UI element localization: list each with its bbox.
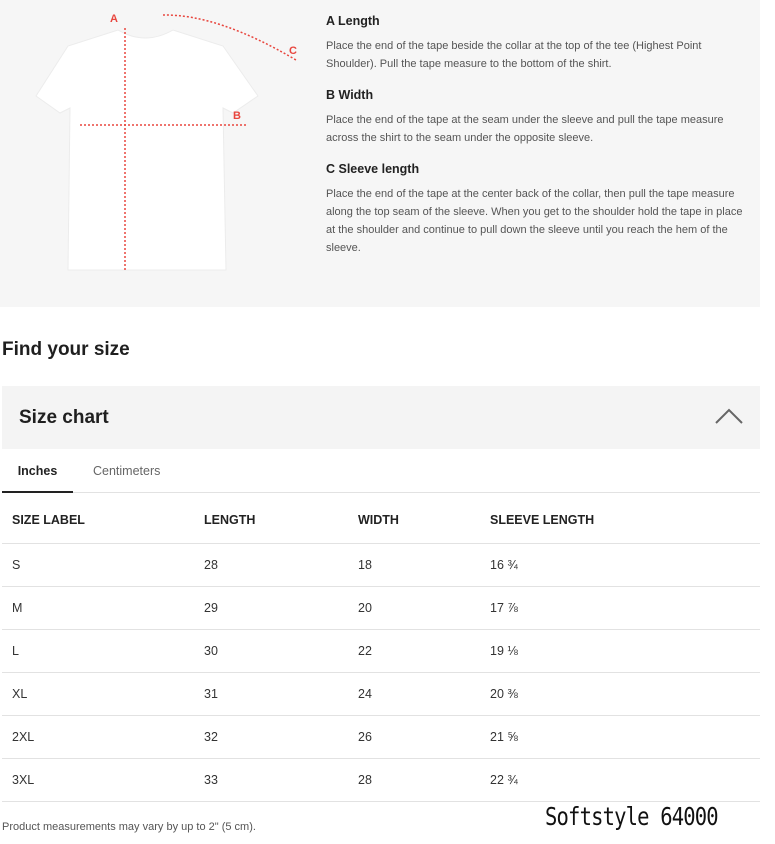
cell-size: M [2, 586, 204, 629]
column-header-width: WIDTH [358, 498, 490, 543]
cell-sleeve-length: 17 ⅞ [490, 586, 760, 629]
cell-length: 30 [204, 629, 358, 672]
instruction-title: A Length [326, 14, 380, 28]
column-header-size-label: SIZE LABEL [2, 498, 204, 543]
find-your-size-heading: Find your size [2, 339, 130, 360]
cell-size: 2XL [2, 715, 204, 758]
table-row [2, 758, 760, 801]
instruction-title: C Sleeve length [326, 162, 420, 176]
instruction-length [326, 14, 746, 73]
unit-tabs [2, 452, 760, 493]
instruction-width [326, 88, 746, 147]
instruction-title: B Width [326, 88, 374, 102]
cell-width: 18 [358, 543, 490, 586]
label-a: A [110, 13, 118, 25]
instruction-text: Place the end of the tape at the seam under the sleeve and pull the tape measure across the shirt to the seam under the opposite sleeve. [326, 114, 724, 144]
cell-width: 28 [358, 758, 490, 801]
table-row [2, 629, 760, 672]
size-table [2, 498, 760, 802]
cell-length: 29 [204, 586, 358, 629]
cell-size: XL [2, 672, 204, 715]
label-b: B [233, 110, 241, 122]
measure-guide-panel [0, 0, 760, 307]
cell-length: 28 [204, 543, 358, 586]
label-c: C [289, 45, 297, 57]
product-model-caption: Softstyle 64000 [545, 802, 718, 831]
chevron-up-icon[interactable] [714, 406, 744, 426]
cell-sleeve-length: 22 ¾ [490, 758, 760, 801]
cell-size: L [2, 629, 204, 672]
cell-width: 20 [358, 586, 490, 629]
measure-instructions [326, 14, 746, 272]
cell-size: 3XL [2, 758, 204, 801]
cell-length: 33 [204, 758, 358, 801]
cell-sleeve-length: 21 ⅝ [490, 715, 760, 758]
instruction-text: Place the end of the tape at the center back of the collar, then pull the tape measure along the top seam of the sleeve. When you get to the shoulder hold the tape in place at the shoulder and continue to pull down the sleeve until you reach the hem of the sleeve. [326, 188, 743, 254]
table-row [2, 543, 760, 586]
table-row [2, 715, 760, 758]
cell-width: 26 [358, 715, 490, 758]
measurement-footnote: Product measurements may vary by up to 2" (5 cm). [2, 821, 256, 833]
size-chart-title: Size chart [19, 407, 109, 428]
cell-sleeve-length: 16 ¾ [490, 543, 760, 586]
cell-width: 24 [358, 672, 490, 715]
instruction-text: Place the end of the tape beside the collar at the top of the tee (Highest Point Shoulder). Pull the tape measure to the bottom of the shirt. [326, 40, 702, 70]
table-row [2, 672, 760, 715]
cell-width: 22 [358, 629, 490, 672]
tab-centimeters[interactable]: Centimeters [93, 464, 161, 478]
table-header-row [2, 498, 760, 543]
tab-inches[interactable]: Inches [2, 464, 73, 493]
cell-sleeve-length: 20 ⅜ [490, 672, 760, 715]
tshirt-diagram [28, 8, 310, 278]
cell-sleeve-length: 19 ⅛ [490, 629, 760, 672]
size-chart-accordion-header[interactable] [2, 386, 760, 449]
tshirt-shape [36, 30, 258, 270]
column-header-sleeve-length: SLEEVE LENGTH [490, 498, 760, 543]
table-row [2, 586, 760, 629]
column-header-length: LENGTH [204, 498, 358, 543]
cell-length: 31 [204, 672, 358, 715]
cell-length: 32 [204, 715, 358, 758]
cell-size: S [2, 543, 204, 586]
instruction-sleeve [326, 162, 746, 257]
